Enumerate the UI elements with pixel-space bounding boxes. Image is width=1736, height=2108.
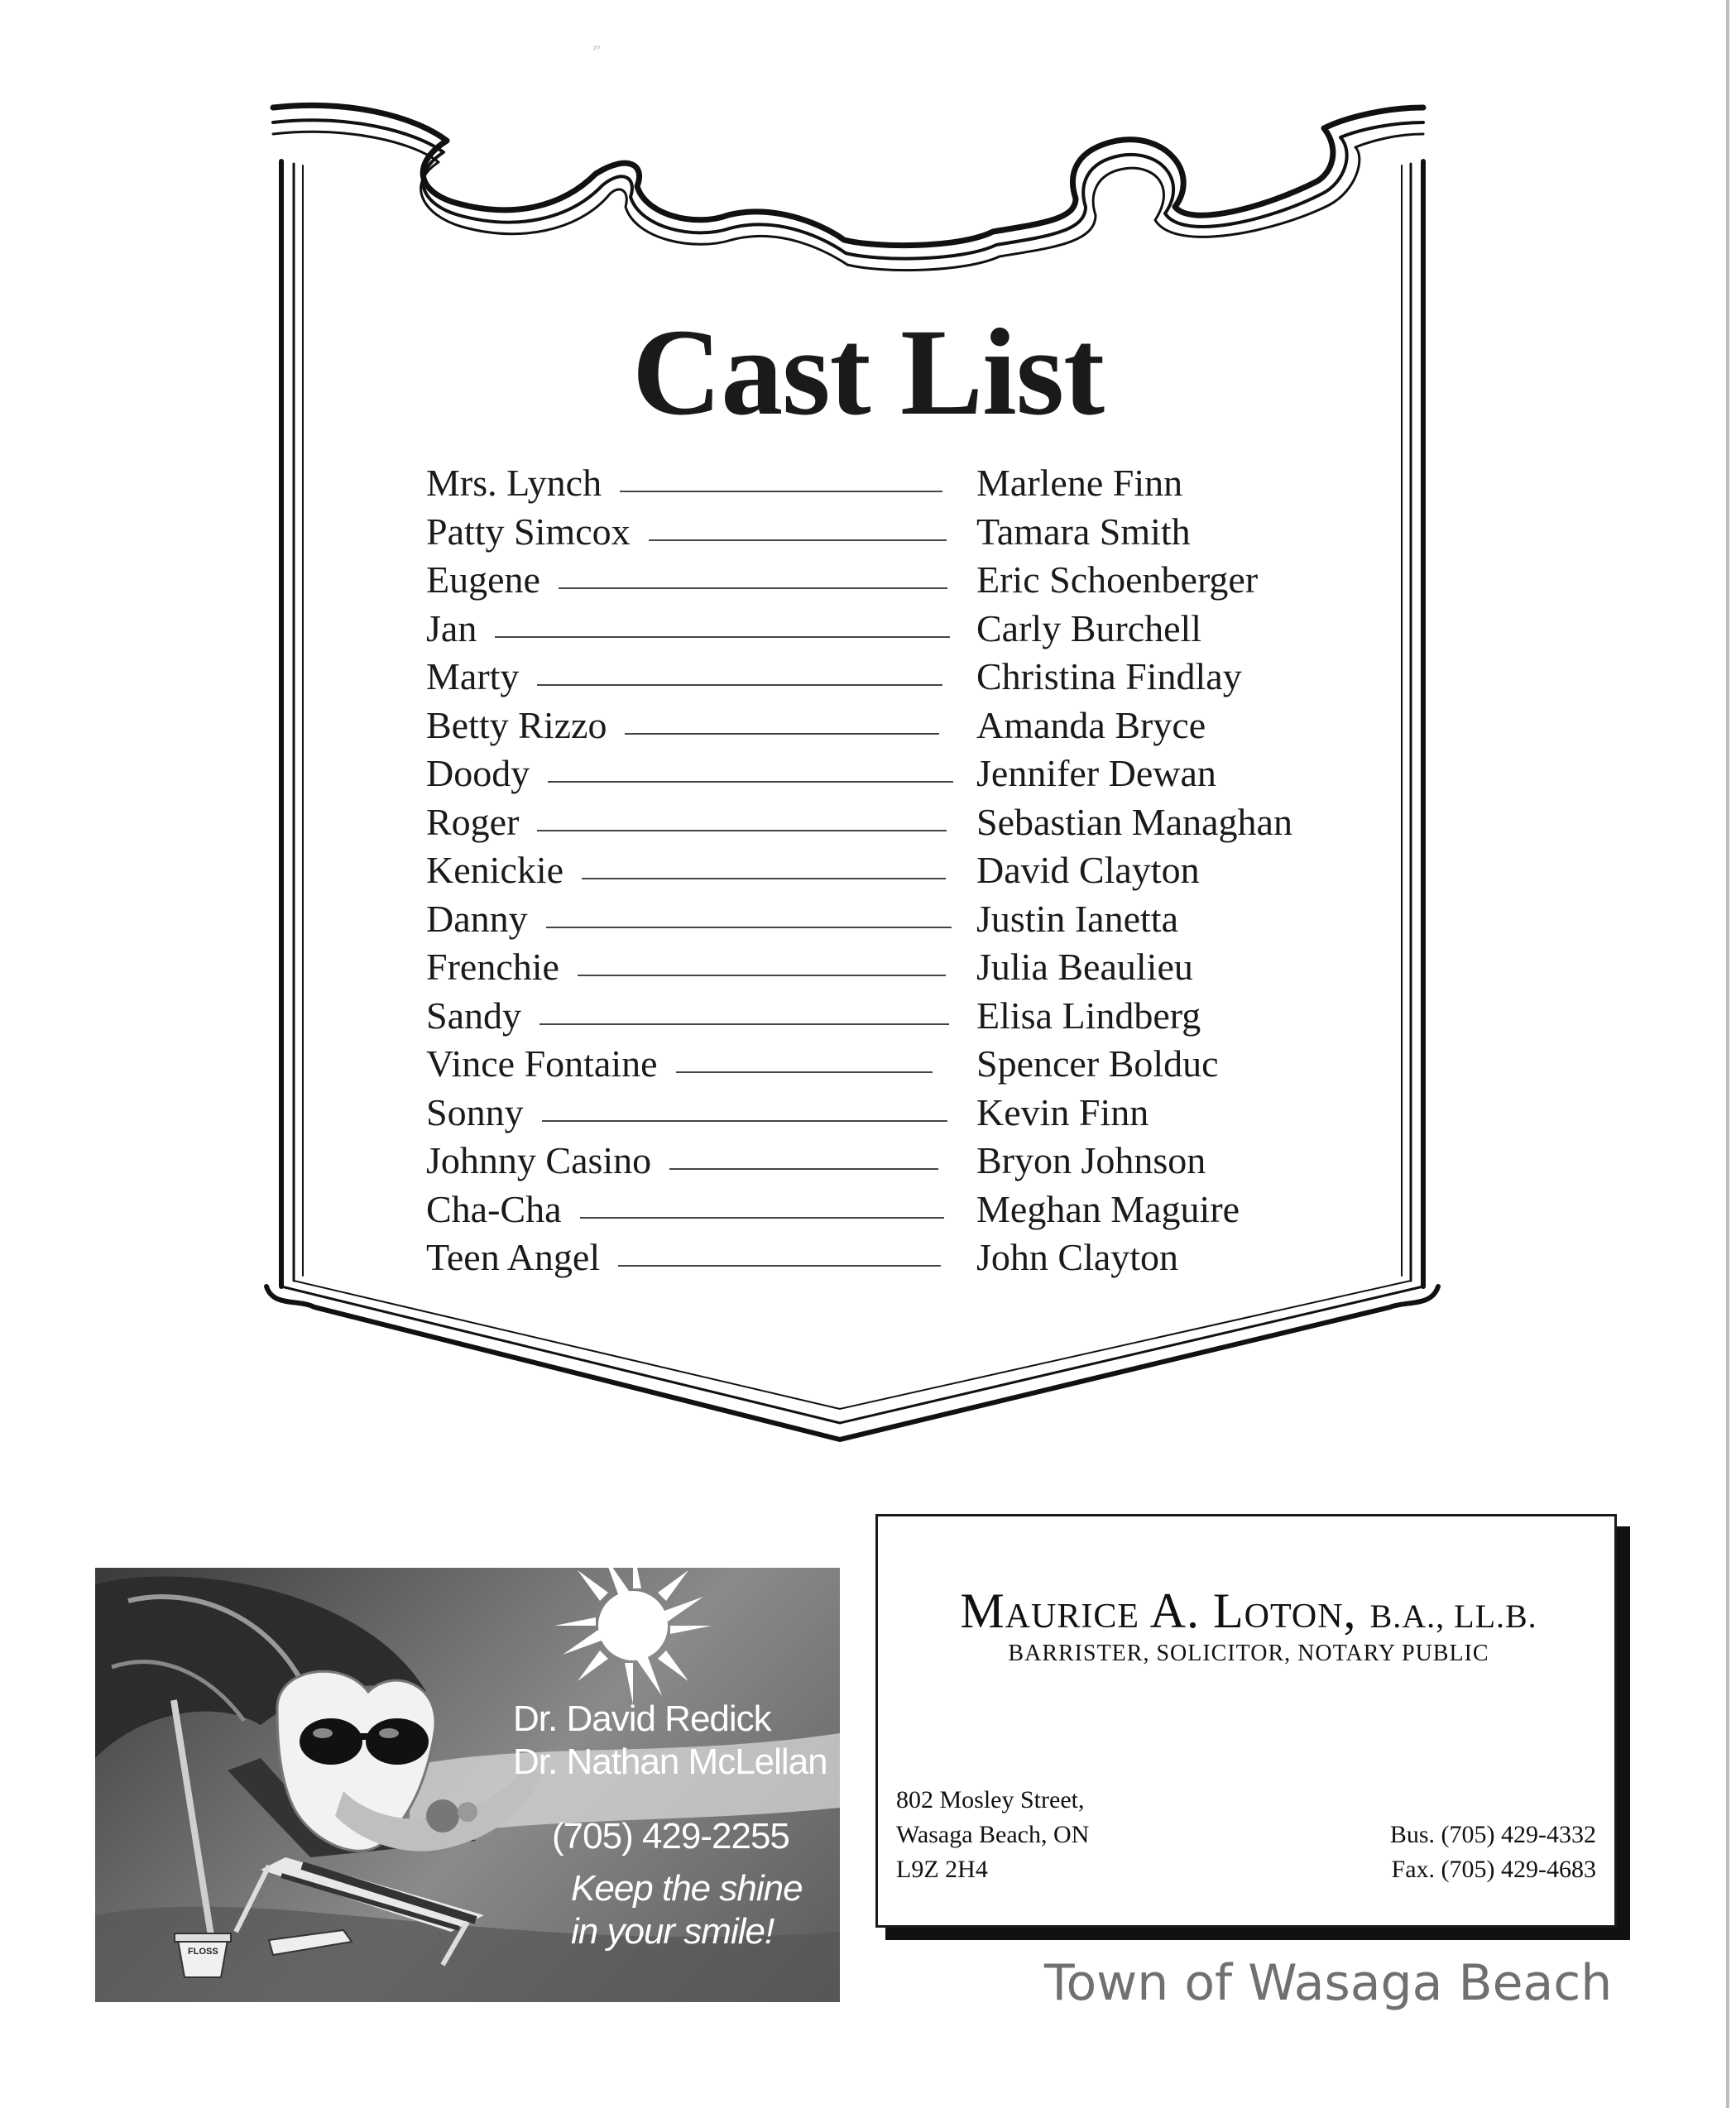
actor-name: Kevin Finn bbox=[976, 1090, 1149, 1133]
role-name: Betty Rizzo bbox=[426, 703, 607, 746]
role-name: Patty Simcox bbox=[426, 510, 631, 553]
dotted-leader bbox=[618, 1265, 941, 1267]
role-name: Sandy bbox=[426, 994, 521, 1037]
dotted-leader bbox=[546, 927, 952, 928]
actor-name: Eric Schoenberger bbox=[976, 558, 1259, 601]
role-name: Doody bbox=[426, 752, 530, 794]
floss-label: FLOSS bbox=[188, 1947, 218, 1957]
cast-list bbox=[426, 459, 1336, 1282]
actor-name: John Clayton bbox=[976, 1236, 1179, 1278]
lawyer-title: BARRISTER, SOLICITOR, NOTARY PUBLIC bbox=[1008, 1641, 1489, 1666]
role-name: Sonny bbox=[426, 1090, 524, 1133]
role-name: Johnny Casino bbox=[426, 1139, 652, 1181]
role-name: Mrs. Lynch bbox=[426, 462, 602, 504]
role-name: Marty bbox=[426, 655, 520, 697]
address-line: 802 Mosley Street, bbox=[896, 1786, 1085, 1813]
scan-mark: ᵡᵒ bbox=[593, 43, 600, 55]
lawyer-business-card bbox=[875, 1514, 1617, 1928]
actor-name: Carly Burchell bbox=[976, 606, 1202, 649]
dotted-leader bbox=[542, 1120, 947, 1122]
dotted-leader bbox=[625, 733, 939, 735]
cast-row bbox=[426, 653, 1336, 702]
cast-row bbox=[426, 943, 1336, 992]
dotted-leader bbox=[582, 878, 946, 879]
role-name: Kenickie bbox=[426, 849, 564, 891]
dotted-leader bbox=[495, 636, 950, 638]
cast-row bbox=[426, 459, 1336, 508]
cast-row bbox=[426, 702, 1336, 750]
role-name: Danny bbox=[426, 897, 528, 940]
business-phone: Bus. (705) 429-4332 bbox=[1389, 1821, 1596, 1848]
actor-name: Elisa Lindberg bbox=[976, 994, 1201, 1037]
dotted-leader bbox=[580, 1217, 944, 1219]
role-name: Frenchie bbox=[426, 946, 559, 988]
lawyer-name-text: Maurice A. Loton, bbox=[960, 1583, 1357, 1638]
actor-name: Bryon Johnson bbox=[976, 1139, 1206, 1181]
dotted-leader bbox=[649, 539, 947, 541]
fax-number: Fax. (705) 429-4683 bbox=[1391, 1856, 1596, 1883]
lawyer-contact bbox=[1390, 1818, 1596, 1887]
cast-row bbox=[426, 895, 1336, 944]
cast-row bbox=[426, 1137, 1336, 1186]
actor-name: David Clayton bbox=[976, 849, 1200, 891]
dotted-leader bbox=[548, 781, 953, 783]
lawyer-address bbox=[896, 1783, 1089, 1887]
actor-name: Marlene Finn bbox=[976, 462, 1183, 504]
dental-advertisement bbox=[95, 1568, 840, 2002]
cast-row bbox=[426, 798, 1336, 847]
dotted-leader bbox=[559, 587, 947, 589]
actor-name: Spencer Bolduc bbox=[976, 1042, 1219, 1085]
dotted-leader bbox=[537, 830, 947, 831]
dotted-leader bbox=[669, 1168, 938, 1170]
cast-row bbox=[426, 1186, 1336, 1234]
dentist-name: Dr. David Redick bbox=[513, 1698, 771, 1739]
role-name: Cha-Cha bbox=[426, 1187, 562, 1230]
dotted-leader bbox=[620, 491, 942, 492]
address-line: L9Z 2H4 bbox=[896, 1856, 988, 1883]
cast-row bbox=[426, 992, 1336, 1041]
actor-name: Tamara Smith bbox=[976, 510, 1191, 553]
footer-label: Town of Wasaga Beach bbox=[1044, 1954, 1613, 2012]
dotted-leader bbox=[540, 1023, 949, 1025]
cast-row bbox=[426, 605, 1336, 654]
actor-name: Meghan Maguire bbox=[976, 1187, 1240, 1230]
cast-row bbox=[426, 1089, 1336, 1138]
dotted-leader bbox=[537, 684, 942, 686]
lawyer-name bbox=[878, 1583, 1619, 1640]
page-title: Cast List bbox=[631, 304, 1105, 441]
dental-phone: (705) 429-2255 bbox=[552, 1816, 789, 1856]
dotted-leader bbox=[578, 975, 946, 976]
dental-slogan bbox=[571, 1867, 803, 1953]
role-name: Vince Fontaine bbox=[426, 1042, 658, 1085]
cast-row bbox=[426, 1234, 1336, 1282]
actor-name: Christina Findlay bbox=[976, 655, 1242, 697]
lawyer-credentials: B.A., LL.B. bbox=[1369, 1598, 1537, 1635]
cast-row bbox=[426, 508, 1336, 557]
actor-name: Sebastian Managhan bbox=[976, 800, 1292, 843]
actor-name: Julia Beaulieu bbox=[976, 946, 1193, 988]
cast-row bbox=[426, 750, 1336, 798]
sun-icon bbox=[554, 1568, 712, 1704]
cast-row bbox=[426, 556, 1336, 605]
slogan-line: Keep the shine bbox=[571, 1868, 803, 1909]
slogan-line: in your smile! bbox=[571, 1911, 774, 1952]
address-line: Wasaga Beach, ON bbox=[896, 1821, 1090, 1848]
actor-name: Justin Ianetta bbox=[976, 897, 1178, 940]
dotted-leader bbox=[676, 1071, 933, 1073]
cast-row bbox=[426, 846, 1336, 895]
role-name: Teen Angel bbox=[426, 1236, 601, 1278]
cast-row bbox=[426, 1040, 1336, 1089]
actor-name: Amanda Bryce bbox=[976, 703, 1206, 746]
role-name: Jan bbox=[426, 606, 477, 649]
role-name: Roger bbox=[426, 800, 520, 843]
role-name: Eugene bbox=[426, 558, 540, 601]
actor-name: Jennifer Dewan bbox=[976, 752, 1216, 794]
dentist-name: Dr. Nathan McLellan bbox=[513, 1741, 827, 1782]
